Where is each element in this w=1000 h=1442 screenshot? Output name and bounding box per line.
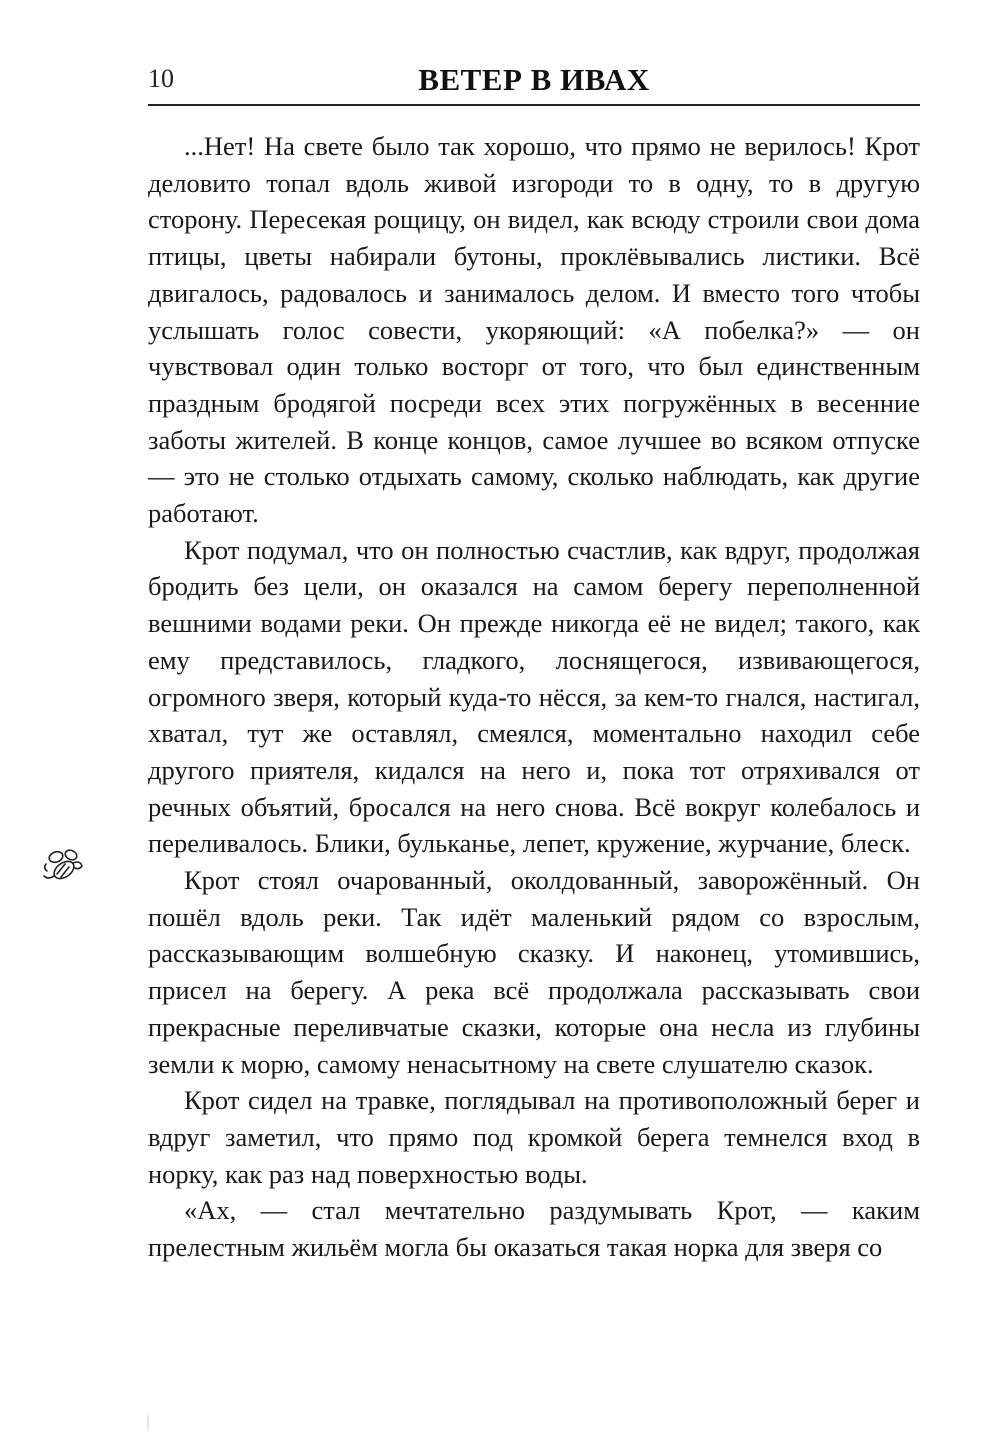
scan-mark [147,1415,149,1431]
body-text [148,128,920,1266]
paragraph: Крот сидел на травке, поглядывал на противоположный берег и вдруг заметил, что прямо под кромкой берега темнелся вход в норку, как раз над поверхностью воды. [148,1085,920,1189]
bee-doodle-icon [40,846,86,884]
page-number: 10 [148,64,174,93]
book-title: ВЕТЕР В ИВАХ [418,62,650,97]
paragraph: Крот стоял очарованный, околдованный, заворожённый. Он пошёл вдоль реки. Так идёт маленький рядом со взрослым, рассказывающим волшебную сказку. И наконец, утомившись, присел на берегу. А река всё продолжала рассказывать свои прекрасные переливчатые сказки, которые она несла из глубины земли к морю, самому ненасытному на свете слушателю сказок. [148,865,920,1079]
paragraph: ...Нет! На свете было так хорошо, что прямо не верилось! Крот деловито топал вдоль живой изгороди то в одну, то в другую сторону. Пересекая рощицу, он видел, как всюду строили свои дома птицы, цветы набирали бутоны, проклёвывались листики. Всё двигалось, радовалось и занималось делом. И вместо того чтобы услышать голос совести, укоряющий: «А побелка?» — он чувствовал один только восторг от того, что был единственным праздным бродягой посреди всех этих погружённых в весенние заботы жителей. В конце концов, самое лучшее во всяком отпуске — это не столько отдыхать самому, сколько наблюдать, как другие работают. [148,131,920,529]
running-header [148,62,920,100]
paragraph: Крот подумал, что он полностью счастлив, как вдруг, продолжая бродить без цели, он оказался на самом берегу переполненной вешними водами реки. Он прежде никогда её не видел; такого, как ему представилось, гладкого, лоснящегося, извивающегося, огромного зверя, который куда-то нёсся, за кем-то гнался, настигал, хватал, тут же оставлял, смеялся, моментально находил себе другого приятеля, кидался на него и, пока тот отряхивался от речных объятий, бросался на него снова. Всё вокруг колебалось и переливалось. Блики, бульканье, лепет, кружение, журчание, блеск. [148,534,920,859]
paragraph: «Ах, — стал мечтательно раздумывать Крот, — каким прелестным жильём могла бы оказаться такая норка для зверя со [148,1195,920,1263]
header-divider [148,104,920,106]
